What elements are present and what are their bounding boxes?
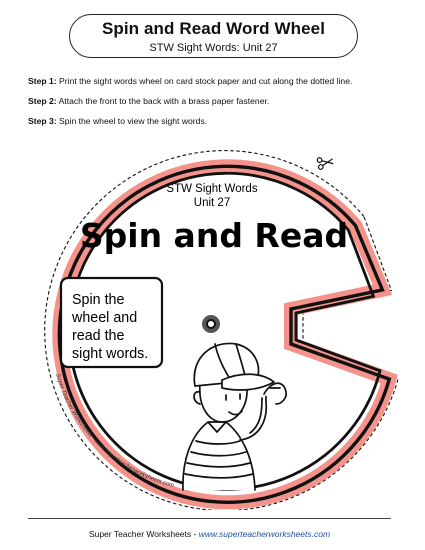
- step-1-label: Step 1:: [28, 76, 57, 86]
- instructions: [28, 76, 418, 136]
- instruction-line-4: sight words.: [72, 346, 149, 362]
- step-3-label: Step 3:: [28, 116, 57, 126]
- instruction-line-3: read the: [72, 328, 125, 344]
- fastener-hole-icon: [202, 315, 220, 333]
- footer-url[interactable]: www.superteacherworksheets.com: [198, 529, 331, 539]
- instruction-line-1: Spin the: [72, 292, 125, 308]
- title-box: [69, 14, 358, 58]
- page-title: Spin and Read Word Wheel: [101, 19, 326, 38]
- boy-illustration-icon: [183, 343, 286, 490]
- footer-brand: Super Teacher Worksheets -: [88, 529, 199, 539]
- step-2-text: Attach the front to the back with a brass paper fastener.: [58, 96, 270, 106]
- edge-watermark-path: Super Teacher Worksheets - www.superteacherworksheets.com: [54, 372, 175, 489]
- footer: [28, 518, 391, 539]
- step-3-text: Spin the wheel to view the sight words.: [59, 116, 208, 126]
- wheel-top-line1: STW Sight Words: [166, 183, 258, 195]
- instruction-line-2: wheel and: [72, 310, 138, 326]
- wheel-top-line2: Unit 27: [193, 197, 231, 209]
- scissors-icon: [317, 156, 334, 170]
- spin-wheel: [0, 140, 425, 510]
- step-2: [28, 96, 418, 106]
- page-subtitle: STW Sight Words: Unit 27: [149, 42, 278, 54]
- step-1-text: Print the sight words wheel on card stock paper and cut along the dotted line.: [59, 76, 353, 86]
- wheel-headline: Spin and Read: [79, 216, 349, 255]
- step-1: [28, 76, 418, 86]
- step-2-label: Step 2:: [28, 96, 57, 106]
- step-3: [28, 116, 418, 126]
